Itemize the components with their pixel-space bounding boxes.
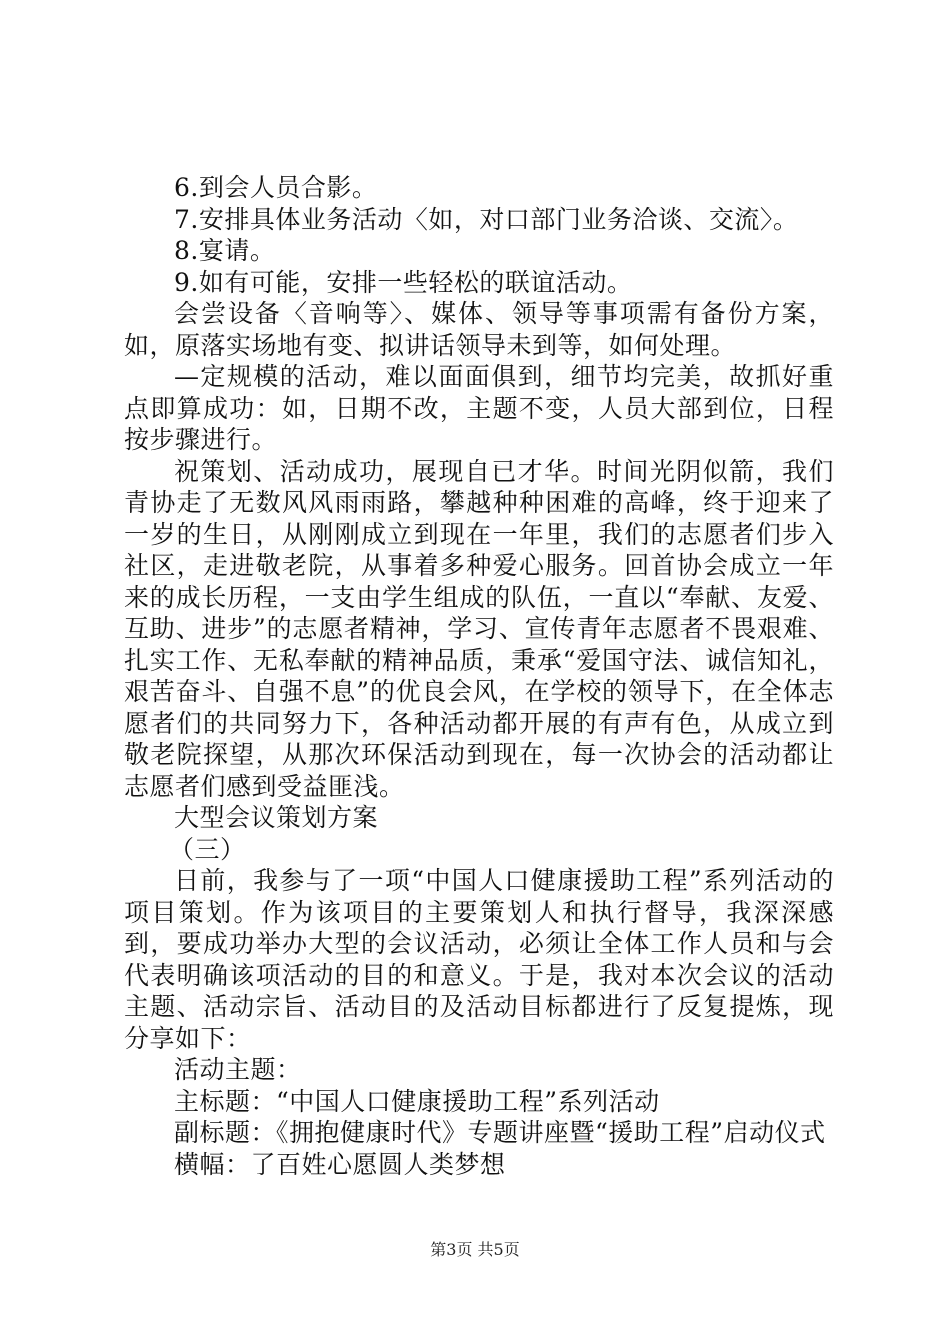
paragraph-main-title: 主标题：“中国人口健康援助工程”系列活动 [174,1086,660,1116]
section-heading: 大型会议策划方案 [174,803,379,832]
paragraph-item-8: 8.宴请。 [174,236,276,265]
paragraph-backup-plan: 会尝设备〈音响等〉、媒体、领导等事项需有备份方案，如，原落实场地有变、拟讲话领导未到等，如何处理。 [124,299,834,360]
paragraph-theme-label: 活动主题： [174,1055,302,1084]
paragraph-item-6: 6.到会人员合影。 [174,173,378,202]
paragraph-banner: 横幅：了百姓心愿圆人类梦想 [174,1149,506,1179]
paragraph-key-points: —定规模的活动，难以面面俱到，细节均完美，故抓好重点即算成功：如，日期不改，主题不变，人员大部到位，日程按步骤进行。 [124,362,834,454]
paragraph-subtitle: 副标题：《拥抱健康时代》专题讲座暨“援助工程”启动仪式 [174,1118,826,1147]
paragraph-project-intro: 日前，我参与了一项“中国人口健康援助工程”系列活动的项目策划。作为该项目的主要策划人和执行督导，我深深感到，要成功举办大型的会议活动，必须让全体工作人员和与会代表明确该项活动的目的和意义。于是，我对本次会议的活动主题、活动宗旨、活动目的及活动目标都进行了反复提炼，现分享如下： [124,866,834,1053]
document-body [124,172,834,1180]
page-footer: 第3页 共5页 [430,1240,520,1259]
section-number: （三） [169,834,246,864]
paragraph-anniversary: 祝策划、活动成功，展现自已才华。时间光阴似箭，我们青协走了无数风风雨雨路，攀越种种困难的高峰，终于迎来了一岁的生日，从刚刚成立到现在一年里，我们的志愿者们步入社区，走进敬老院，从事着多种爱心服务。回首协会成立一年来的成长历程，一支由学生组成的队伍，一直以“奉献、友爱、互助、进步”的志愿者精神，学习、宣传青年志愿者不畏艰难、扎实工作、无私奉献的精神品质，秉承“爱国守法、诚信知礼，艰苦奋斗、自强不息”的优良会风，在学校的领导下，在全体志愿者们的共同努力下，各种活动都开展的有声有色，从成立到敬老院探望，从那次环保活动到现在，每一次协会的活动都让志愿者们感到受益匪浅。 [124,456,834,801]
paragraph-item-9: 9.如有可能，安排一些轻松的联谊活动。 [174,267,633,297]
paragraph-item-7: 7.安排具体业务活动〈如，对口部门业务洽谈、交流〉。 [174,204,799,234]
